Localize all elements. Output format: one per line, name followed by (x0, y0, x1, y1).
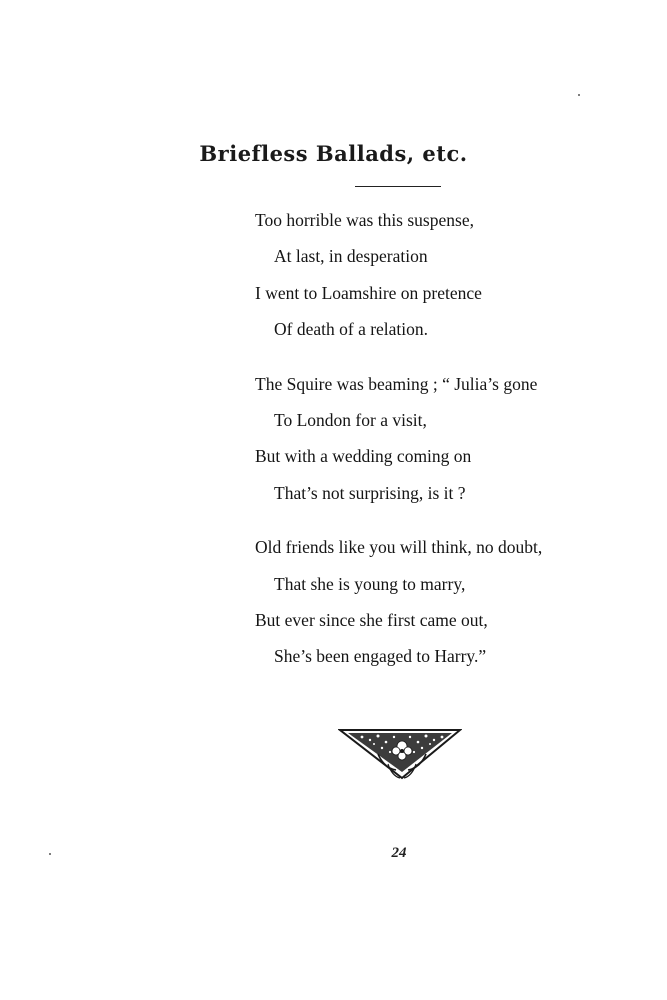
poem-line: Too horrible was this suspense, (255, 210, 474, 230)
poem-line: The Squire was beaming ; “ Julia’s gone (255, 373, 538, 394)
poem (255, 202, 655, 693)
poem-line: But ever since she first came out, (255, 610, 488, 631)
poem-line: I went to Loamshire on pretence (255, 282, 482, 303)
title-rule (355, 186, 441, 187)
running-title: Briefless Ballads, etc. (199, 141, 468, 166)
stanza (255, 202, 655, 348)
paper-speck (578, 94, 580, 96)
poem-line: Old friends like you will think, no doubt, (255, 537, 543, 558)
page-number: 24 (391, 845, 407, 861)
poem-line: But with a wedding coming on (255, 446, 472, 467)
poem-line: That’s not surprising, is it ? (274, 482, 466, 503)
stanza (255, 366, 655, 512)
poem-line: At last, in desperation (274, 246, 428, 267)
stanza (255, 529, 655, 675)
floral-tailpiece-icon (338, 724, 462, 784)
paper-speck (49, 853, 51, 855)
poem-line: Of death of a relation. (274, 319, 429, 340)
poem-line: That she is young to marry, (274, 573, 466, 594)
poem-line: To London for a visit, (274, 410, 427, 431)
poem-line: She’s been engaged to Harry.” (274, 646, 487, 667)
